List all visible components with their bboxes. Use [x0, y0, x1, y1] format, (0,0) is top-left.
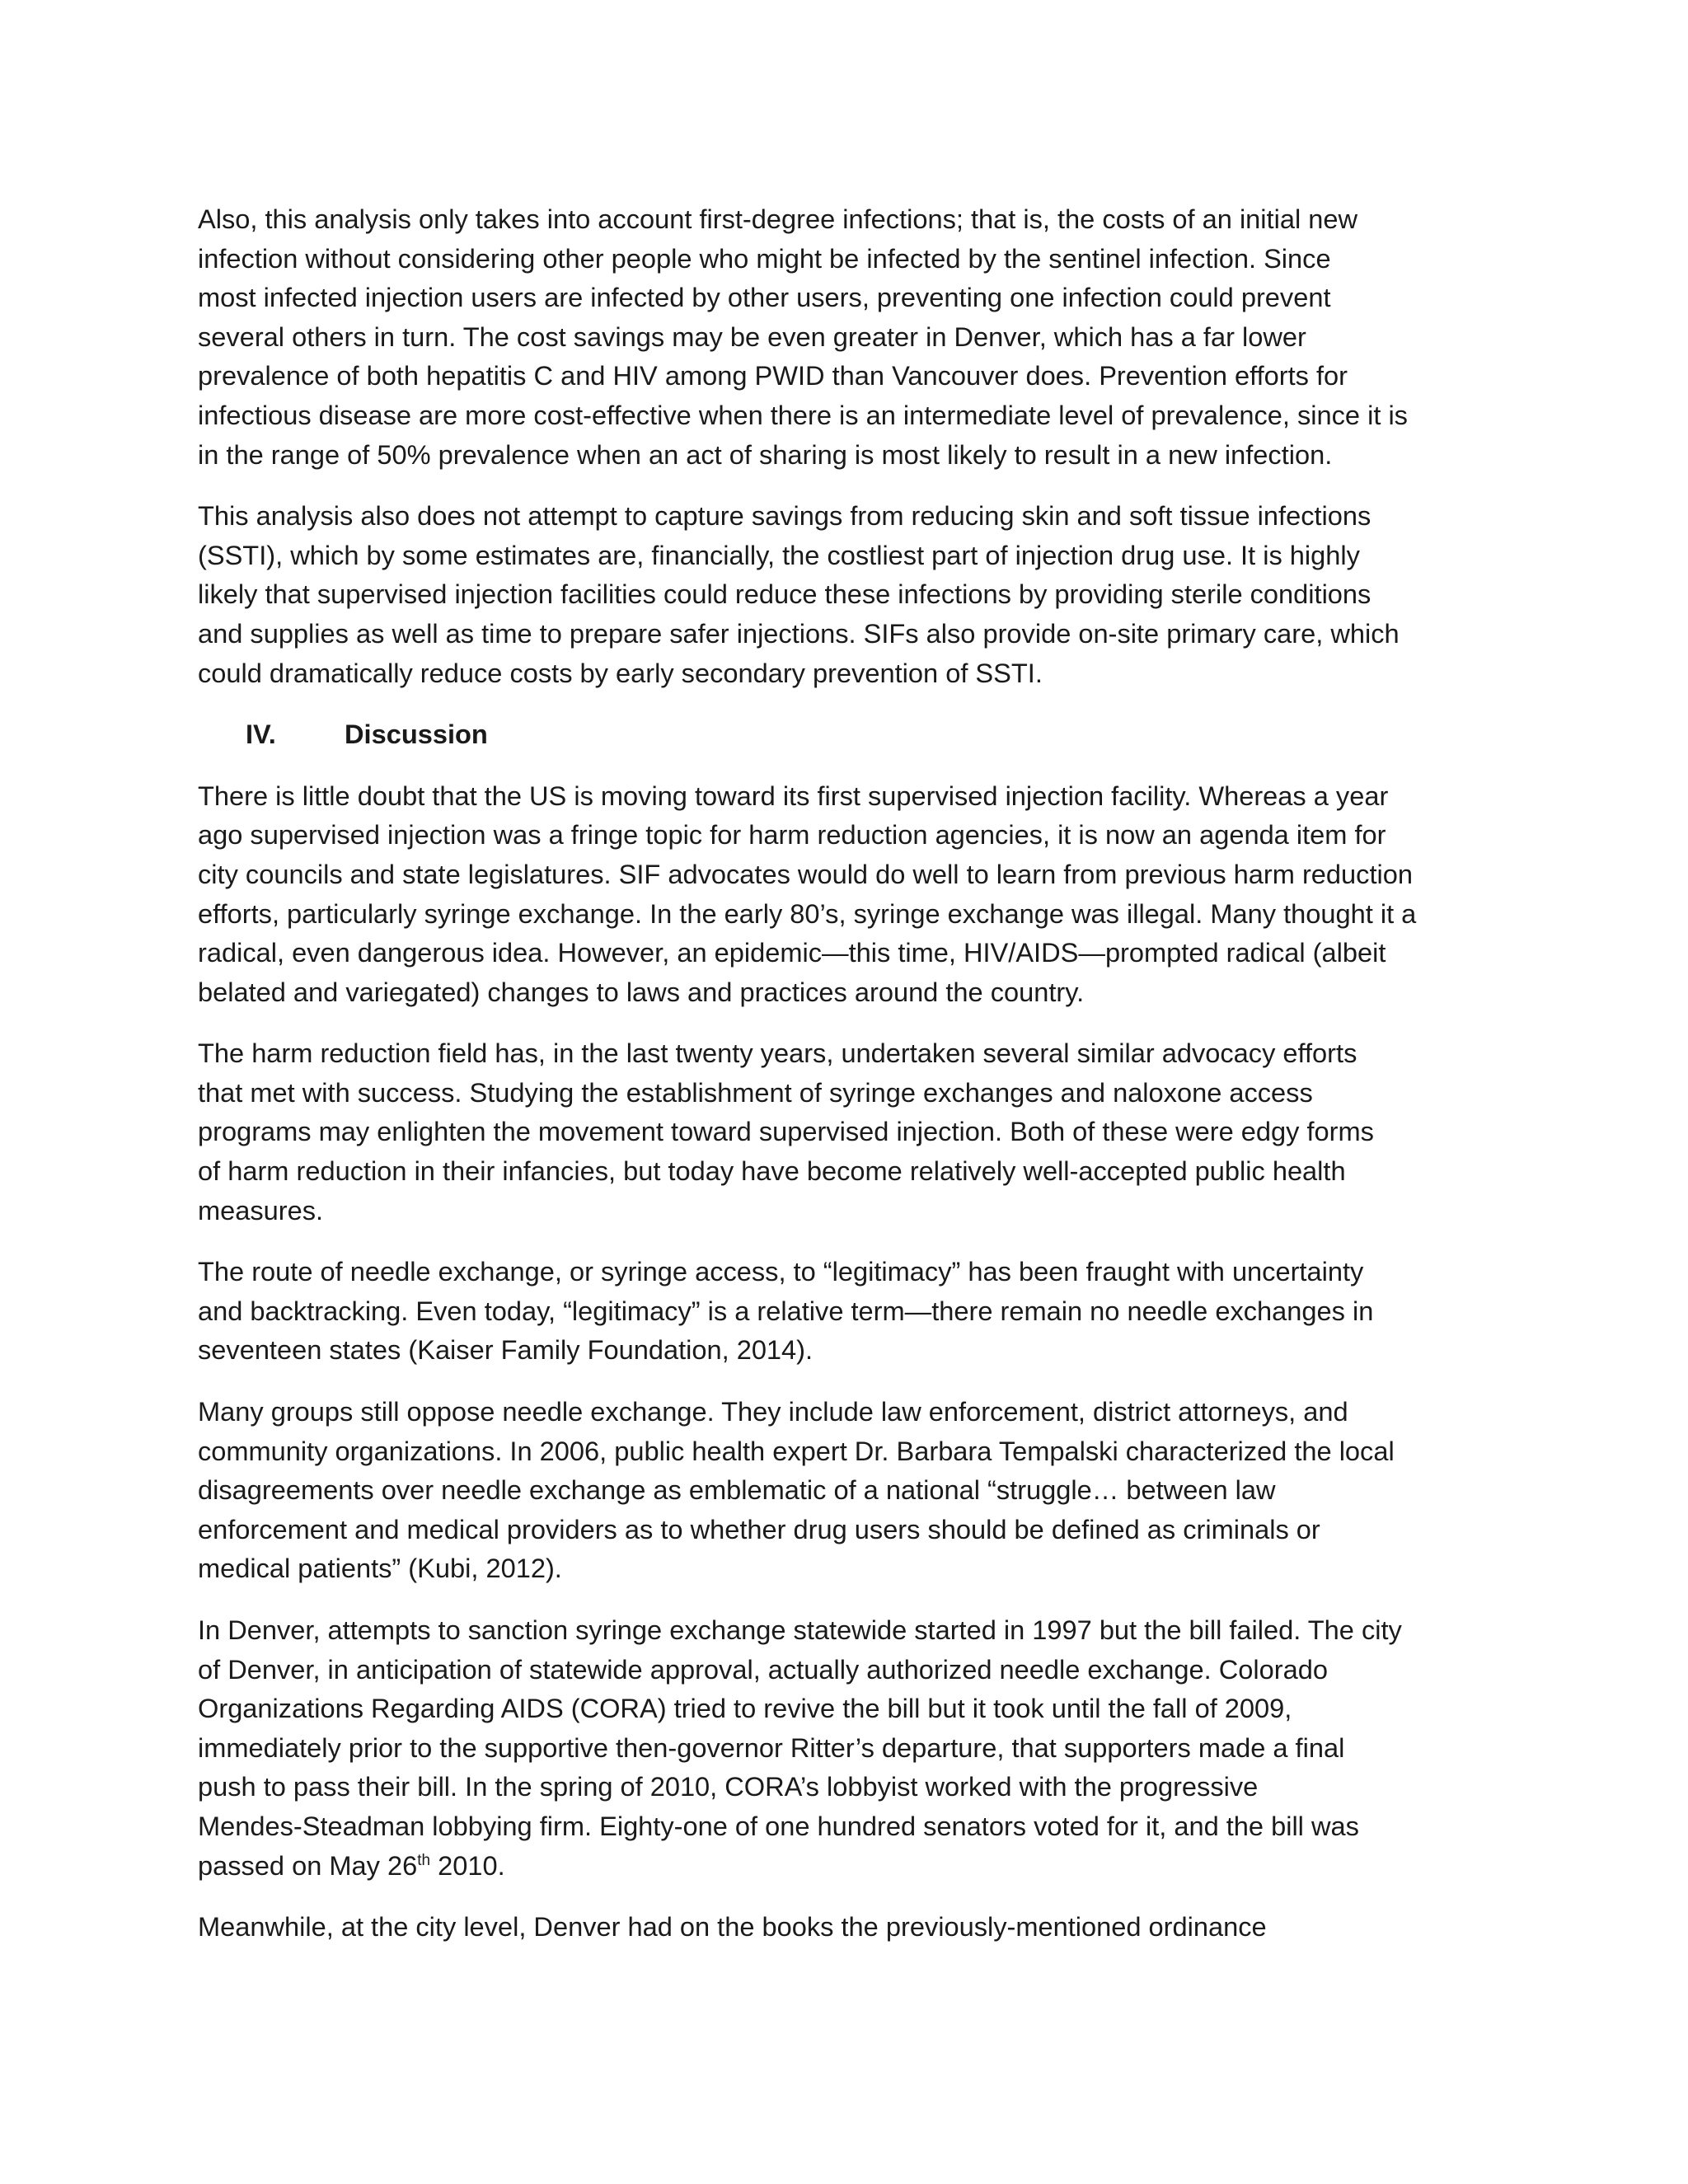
text-line: medical patients” (Kubi, 2012).	[198, 1553, 562, 1584]
text-line: could dramatically reduce costs by early secondary prevention of SSTI.	[198, 657, 1043, 688]
paragraph-us-first-sif	[198, 776, 1517, 1012]
text-line: Mendes-Steadman lobbying firm. Eighty-one of one hundred senators voted for it, and the bill was	[198, 1810, 1359, 1841]
text-line: enforcement and medical providers as to whether drug users should be defined as criminals or	[198, 1513, 1320, 1544]
text-line: of harm reduction in their infancies, but today have become relatively well-accepted public health	[198, 1155, 1346, 1187]
text-line: There is little doubt that the US is moving toward its first supervised injection facility. Whereas a year	[198, 780, 1389, 811]
text-line: radical, even dangerous idea. However, an epidemic—this time, HIV/AIDS—prompted radical (albeit	[198, 937, 1386, 968]
text-line: most infected injection users are infected by other users, preventing one infection could prevent	[198, 282, 1331, 313]
text-fragment: 2010.	[430, 1849, 505, 1881]
ordinal-superscript: th	[417, 1851, 431, 1869]
text-line: push to pass their bill. In the spring of 2010, CORA’s lobbyist worked with the progressive	[198, 1771, 1259, 1802]
paragraph-ssti-savings	[198, 496, 1517, 692]
paragraph-first-degree-infections	[198, 199, 1517, 474]
text-line: Also, this analysis only takes into account first-degree infections; that is, the costs of an initial new	[198, 204, 1358, 234]
section-title: Discussion	[345, 719, 488, 750]
text-line: likely that supervised injection facilities could reduce these infections by providing sterile conditions	[198, 579, 1372, 610]
text-line: infectious disease are more cost-effective when there is an intermediate level of prevalence, since it is	[198, 399, 1408, 430]
text-line: seventeen states (Kaiser Family Foundation, 2014).	[198, 1334, 814, 1366]
text-line: efforts, particularly syringe exchange. In the early 80’s, syringe exchange was illegal. Many thought it a	[198, 898, 1417, 929]
text-line: ago supervised injection was a fringe topic for harm reduction agencies, it is now an agenda item for	[198, 819, 1386, 851]
text-line: Meanwhile, at the city level, Denver had on the books the previously-mentioned ordinance	[198, 1911, 1267, 1943]
text-line: measures.	[198, 1194, 324, 1226]
text-line: programs may enlighten the movement toward supervised injection. Both of these were edgy forms	[198, 1116, 1374, 1147]
text-line: belated and variegated) changes to laws and practices around the country.	[198, 976, 1085, 1007]
text-line: in the range of 50% prevalence when an act of sharing is most likely to result in a new infection.	[198, 438, 1333, 470]
text-line: infection without considering other people who might be infected by the sentinel infection. Since	[198, 242, 1331, 274]
text-line: and backtracking. Even today, “legitimacy” is a relative term—there remain no needle exchanges in	[198, 1295, 1374, 1326]
paragraph-opposition-groups	[198, 1392, 1517, 1588]
paragraph-denver-syringe-exchange	[198, 1610, 1517, 1885]
paragraph-harm-reduction-field	[198, 1033, 1517, 1230]
text-line: and supplies as well as time to prepare safer injections. SIFs also provide on-site primary care, which	[198, 617, 1400, 649]
text-line: This analysis also does not attempt to capture savings from reducing skin and soft tissue infections	[198, 500, 1372, 532]
paragraph-city-level-ordinance	[198, 1907, 1517, 1947]
section-heading-discussion	[198, 715, 1517, 754]
text-line: In Denver, attempts to sanction syringe exchange statewide started in 1997 but the bill failed. The city	[198, 1615, 1402, 1645]
text-line: community organizations. In 2006, public health expert Dr. Barbara Tempalski characterized the local	[198, 1435, 1395, 1466]
text-line: Many groups still oppose needle exchange. They include law enforcement, district attorneys, and	[198, 1396, 1348, 1427]
text-line: The route of needle exchange, or syringe access, to “legitimacy” has been fraught with uncertainty	[198, 1256, 1364, 1287]
text-line: several others in turn. The cost savings may be even greater in Denver, which has a far lower	[198, 321, 1306, 352]
text-fragment: passed on May 26	[198, 1849, 418, 1881]
text-line: immediately prior to the supportive then-governor Ritter’s departure, that supporters made a final	[198, 1732, 1345, 1763]
document-body	[198, 199, 1517, 1969]
text-line: Organizations Regarding AIDS (CORA) tried to revive the bill but it took until the fall of 2009,	[198, 1693, 1292, 1724]
text-line: The harm reduction field has, in the last twenty years, undertaken several similar advocacy efforts	[198, 1038, 1357, 1069]
text-line-with-superscript	[198, 1846, 1517, 1886]
paragraph-needle-exchange-legitimacy	[198, 1252, 1517, 1370]
text-line: that met with success. Studying the establishment of syringe exchanges and naloxone access	[198, 1076, 1313, 1108]
text-line: of Denver, in anticipation of statewide approval, actually authorized needle exchange. Colorado	[198, 1653, 1328, 1685]
section-number: IV.	[246, 719, 276, 750]
text-line: disagreements over needle exchange as emblematic of a national “struggle… between law	[198, 1474, 1276, 1506]
text-line: (SSTI), which by some estimates are, financially, the costliest part of injection drug use. It is highly	[198, 539, 1360, 570]
text-line: city councils and state legislatures. SIF advocates would do well to learn from previous harm reduction	[198, 858, 1413, 889]
text-line: prevalence of both hepatitis C and HIV among PWID than Vancouver does. Prevention efforts for	[198, 360, 1348, 391]
